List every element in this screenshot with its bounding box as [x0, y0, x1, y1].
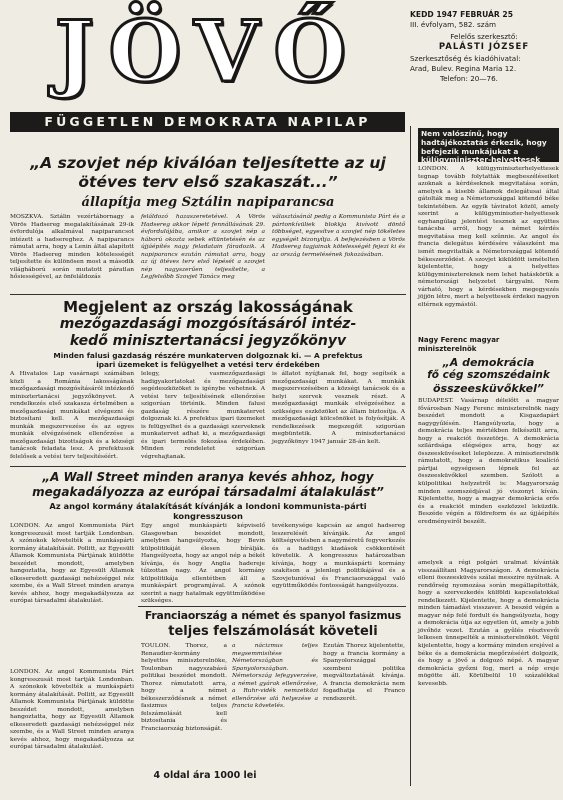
story2-headline-line-1: Megjelent az ország lakosságának	[63, 298, 353, 316]
story4-headline-line-2: teljes felszámolását követeli	[168, 624, 378, 639]
main-headline-line-1: „A szovjet nép kiválóan teljesítette az uj	[30, 154, 386, 172]
side2-headline-line-1: „A demokrácia	[442, 356, 535, 369]
main-story-col-3: választásánál pedig a Kommunista Párt és a pártonkívüliek blokkja kivívott döntő többséget, egyesítve a szovjet nép tökéletes egységét bizonyítja. A befejezésben a Vörös Hadsereg tagjainak kötelességét fejezi ki és az ország termelésének fokozásában.	[272, 214, 405, 258]
story4-col-1: TOULON. Thorez, a Renaudier-kormány helyettes miniszterelnöke, Toulonban nagyszabású politikai beszédet mondott. Thorez rámutatott arra, hogy a német békeszerződésnek a német fasizmus teljes felszámolását kell biztosítania és Franciaország biztonságát.	[141, 643, 227, 733]
story3-col-1-continued: LONDON. Az angol Kommunista Párt kongresszusát most tartják Londonban. A szónokok követelték a munkáspárti kormány átalakítását. Pollitt, az Egyesült Államok Kommunista Pártjának küldötte beszédet mondott, amelyben hangoztatta, hogy az Egyesült Államok elkeseredett gazdasági nehézséggel néz szembe, és a Wall Street minden aranya kevés ahhoz, hogy megakadályozza az európai társadalmi átalakulást.	[10, 669, 134, 751]
main-headline-line-2: ötéves terv első szakaszát...”	[78, 173, 338, 191]
story3-subhead-line-1: Az angol kormány átalakítását kívánják a londoni kommunista-párti	[49, 501, 367, 511]
story2-subhead-line-2: ipari üzemeket is felügyelhet a vetési terv érdekében	[96, 360, 320, 369]
story2-col-2: lelegy, vasmezőgazdasági hadigyakorlatokat és mezőgazdasági segédeszközöket is igénybe vehetnek. A vetési terv teljesítésének ellenőrzése szigorúan történik. Minden falusi gazdaság részére munkatervet dolgoznak ki. A prefektus ipari üzemeket is felügyelhet és a gazdasági szerveknek munkatervet adhat ki, a mezőgazdasági és ipari termelés fokozása érdekében. Minden rendeletet szigorúan végrehajtanak.	[141, 371, 265, 461]
issue-info	[410, 10, 558, 84]
story3-subhead-line-2: kongresszuson	[173, 511, 243, 521]
masthead-title: JÖVŐ	[54, 2, 361, 101]
story4-col-2: a nácizmus teljes megsemmisítése Németországban és Spanyolországban. Németország lefegyverzése, a német gyárak ellenőrzése, a Ruhr-vidék nemzetközi ellenőrzése alá helyezése a francia követelés.	[232, 643, 318, 710]
price-line: 4 oldal ára 1000 lei	[153, 770, 257, 781]
side2-body: BUDAPEST. Vasárnap délelőtt a magyar fővárosban Nagy Ferenc miniszterelnök nagy beszédet mondott a Kisgazdapárt nagygyűlésén. Hangsúlyozta, hogy a demokrácia teljes mértékben felkészült arra, hogy a reakciót összetörje. A demokrácia szilárdsága elégséges arra, hogy az összeesküvéseket leleplezze. A miniszterelnök rámutatott, hogy a demokratikus koalíció pártjai egységesen lépnek fel az összeesküvőkkel szemben. Szólott a külpolitikai helyzetről is: Magyarország minden szomszédjával jó viszonyt kíván. Kijelentette, hogy a magyar demokrácia erős és a reakciót minden eszközzel leküzdik. Beszéde végén a földreform és az újjáépítés eredményeiről beszélt.	[418, 398, 559, 525]
issue-date: KEDD 1947 FEBRUÁR 25	[410, 10, 513, 19]
story3-col-3: tevékenysége kapcsán az angol hadsereg leszerelését kívánják. Az angol költségvetésben a nagyméretű fegyverkezés és a hadügyi kiadások csökkentését követelik. A kongresszus határozatban kívánja, hogy a munkáspárti kormány szakítson a jelenlegi politikájával és a Szovjetunióval és Franciaországgal való együttműködés fontosságát hangsúlyozza.	[272, 523, 405, 590]
story3-col-2: Egy angol munkáspárti képviselő Glasgowban beszédet mondott, amelyben hangsúlyozta, hogy Bevin külpolitikáját élesen bírálják. Hangsúlyozta, hogy az angol nép a békét kívánja, és hogy Anglia hadereje túlzottan nagy. Az angol kormány külpolitikája ellentétben áll a munkáspárt programjával. A szónok szerint a nagy hatalmak együttműködése szükséges.	[141, 523, 265, 605]
story3-headline-line-2: megakadályozza az európai társadalmi átalakulást”	[32, 485, 384, 499]
main-story-col-2: feláldozó hazaszeretetével. A Vörös Hadsereg akkor lépett fennállásának 29. évfordulójába, amikor a szovjet nép a háború okozta sebek eltüntetésén és az újjáépítés nagy feladatain fáradozik. A napiparancs ezután rámutat arra, hogy az új ötéves terv első lépését a szovjet nép nagyszerűen teljesítette, a Legfelsőbb Szovjet Tanács meg	[141, 214, 265, 281]
side2-label: Nagy Ferenc magyar miniszterelnök	[418, 336, 500, 353]
side-story-body: LONDON. A külügyminiszterhelyettesek tegnap tovább folytatták megbeszéléseiket azoknak a kérdéseknek megvitatása során, amelyek a kisebb államok delegátusai által gátolták meg a Németországgal kötendő béke tekintetében. Az egyik táviratot közöl, amely szerint a külügyminiszter-helyettesek egyhangúlag jelentést tesznek az együttes tanácsba arról, hogy a német kérdés megvitatása meg kell szűnnie. Az angol és francia delegátus kérdésére válaszként ma ismét megvitatták a Németországgal kötendő békeszerződést. A szovjet kiküldött ismételten kijelentette, hogy a helyettes külügyminisztereknek nem lehet hatáskörük a németországi helyzetet tárgyalni. Nem várható, hogy a kérdésekben megegyezés jöjjön létre, mert a helyettesek érdekei nagyon eltérnek egymástól.	[418, 166, 559, 308]
issue-volume: III. évfolyam, 582. szám	[410, 20, 496, 29]
office-phone: Telefon: 20—76.	[440, 74, 498, 83]
story4-col-3: Ezután Thorez kijelentette, hogy a francia kormány a Spanyolországgal szembeni politika megváltoztatását kívánja. A francia demokrácia nem fogadhatja el Franco rendszerét.	[323, 643, 405, 702]
story2-headline-line-2: mezőgazdasági mozgósításáról intéz-	[59, 316, 357, 332]
main-story-col-1: MOSZKVA. Sztálin vezértábornagy a Vörös Hadsereg megalakításának 29-ik évfordulója alkalmával napiparancsot intézett a hadsereghez. A napiparancs rámutat arra, hogy a Lenin által alapított Vörös Hadsereg minden kötelességét teljesítette és különösen most a második világháború során mutatott páratlan hősiességével, az önfeláldozás	[10, 214, 134, 281]
divider	[10, 466, 406, 467]
story2-col-3: is állatot nyújtanak fel, hogy segítsék a mezőgazdasági munkákat. A munkák megszervezésében a községi tanácsok és a helyi szervek vesznek részt. A mezőgazdasági munkák elvégzéséhez a szükséges eszközöket az állam biztosítja. A mezőgazdasági kölcsönöket is folyósítják. A rendelkezések megszegőit szigorúan megbüntetik. A minisztertanácsi jegyzőkönyv 1947 január 28-án kelt.	[272, 371, 405, 445]
divider	[138, 606, 406, 607]
story3-col-1: LONDON. Az angol Kommunista Párt kongresszusát most tartják Londonban. A szónokok követelték a munkáspárti kormány átalakítását. Pollitt, az Egyesült Államok Kommunista Pártjának küldötte beszédet mondott, amelyben hangoztatta, hogy az Egyesült Államok elkeseredett gazdasági nehézséggel néz szembe, és a Wall Street minden aranya kevés ahhoz, hogy megakadályozza az európai társadalmi átalakulást.	[10, 523, 134, 605]
side-headline-box: Nem valószínű, hogy hadtájékoztatás érkezik, hogy befejezik munkájukat a külügyminiszter-helyettesek	[418, 128, 559, 162]
office-address: Arad, Bulev. Regina Maria 12.	[410, 64, 517, 73]
main-subhead: állapítja meg Sztálin napiparancsa	[81, 195, 335, 210]
story2-headline-line-3: kedő minisztertanácsi jegyzőkönyv	[69, 333, 347, 349]
masthead	[10, 4, 405, 154]
side2-headline-line-2: fő cég szomszédaink	[427, 369, 550, 381]
side3-body: amelyek a régi polgári uralmat kívánták visszaállítani Magyarországon. A demokrácia elleni összeesküvés szálai messzire nyúlnak. A rendőrség nyomozása során megállapították, hogy a szervezkedés külföldi kapcsolatokkal rendelkezett. Kijelentette, hogy a demokrácia minden támadást visszaver. A beszéd végén a magyar nép felé fordult és hangsúlyozta, hogy a demokrácia útja az egyetlen út, amely a jobb jövőhöz vezet. Ezután a gyűlés résztvevői lelkesen ünnepelték a miniszterelnököt. Végül kijelentette, hogy a kormány minden erejével a béke és a demokrácia megőrzéséért dolgozik, és hogy a jövő a dolgozó népé. A magyar demokrácia győzni fog, mert a nép ereje mögötte áll. Körülbelül 10 százalékkal kevesebb.	[418, 560, 559, 687]
masthead-subtitle: FÜGGETLEN DEMOKRATA NAPILAP	[10, 112, 405, 132]
story3-headline-line-1: „A Wall Street minden aranya kevés ahhoz, hogy	[42, 470, 374, 484]
office-label: Szerkesztőség és kiadóhivatal:	[410, 54, 521, 63]
story4-headline-line-1: Franciaország a német és spanyol fasizmus	[144, 609, 402, 622]
editor-label: Felelős szerkesztő:	[450, 32, 518, 41]
column-divider	[410, 126, 411, 786]
divider	[10, 294, 406, 295]
editor-name: PALÁSTI JÓZSEF	[438, 42, 530, 52]
story2-subhead-line-1: Minden falusi gazdaság részére munkaterven dolgoznak ki. — A prefektus	[53, 351, 363, 360]
story2-col-1: A Hivatalos Lap vasárnapi számában közli a Románia lakosságának mezőgazdasági mozgósításáról intézkedő minisztertanácsi jegyzőkönyvet. A rendelkezés első szakasza értelmében a mezőgazdasági munkákat elvégezni és biztosítani kell. A mezőgazdasági munkák megszervezése és az egyes munkák elvégzésének ellenőrzése a mezőgazdasági bizottságok és a községi tanácsok feladata lesz. A prefektusok felelősek a vetési terv teljesítéséért.	[10, 371, 134, 461]
side2-headline-line-3: összeesküvőkkel”	[433, 382, 544, 395]
